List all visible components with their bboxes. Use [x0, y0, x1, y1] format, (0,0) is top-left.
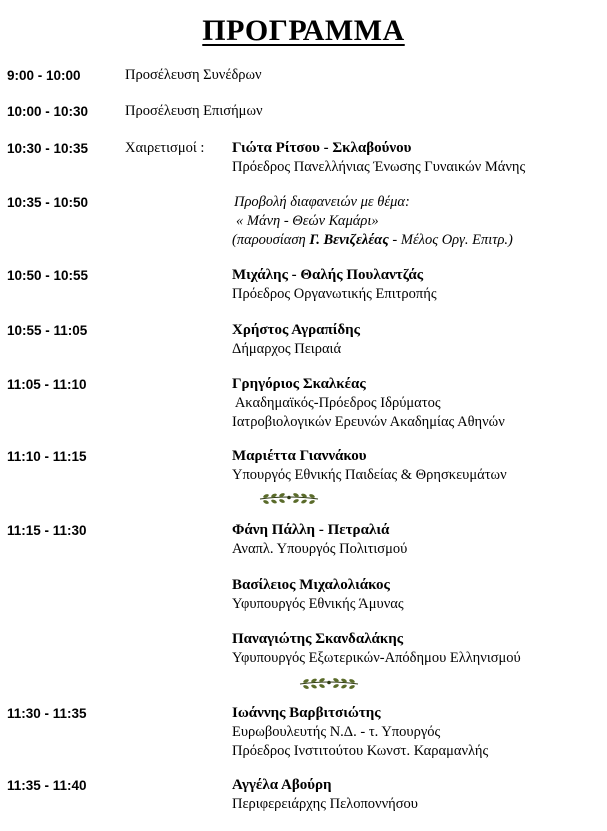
item-time: 11:30 - 11:35	[7, 706, 87, 721]
speaker-name: Γρηγόριος Σκαλκέας	[232, 376, 366, 392]
item-time: 11:05 - 11:10	[7, 377, 87, 392]
speaker-role: Ευρωβουλευτής Ν.Δ. - τ. Υπουργός	[232, 724, 441, 740]
speaker-name: Παναγιώτης Σκανδαλάκης	[232, 631, 404, 647]
speaker-role: Υπουργός Εθνικής Παιδείας & Θρησκευμάτων	[232, 467, 507, 483]
item-time: 11:35 - 11:40	[7, 778, 87, 793]
speaker-block	[232, 139, 525, 177]
item-prefix: Χαιρετισμοί :	[125, 140, 205, 156]
speaker-name: Ιωάννης Βαρβιτσιώτης	[232, 705, 381, 721]
speaker-role: Υφυπουργός Εξωτερικών-Απόδημου Ελληνισμού	[232, 650, 521, 666]
speaker-name: Χρήστος Αγραπίδης	[232, 322, 361, 338]
page-title: ΠΡΟΓΡΑΜΜΑ	[202, 14, 405, 47]
item-time: 10:50 - 10:55	[7, 268, 89, 283]
speaker-block	[232, 447, 507, 485]
item-time: 11:15 - 11:30	[7, 523, 87, 538]
presentation-title: « Μάνη - Θεών Καμάρι»	[236, 213, 379, 229]
speaker-block	[232, 576, 404, 614]
speaker-block	[232, 704, 488, 761]
speaker-block	[232, 375, 505, 432]
speaker-role-2: Ιατροβιολογικών Ερευνών Ακαδημίας Αθηνών	[232, 414, 505, 430]
presentation-line: Προβολή διαφανειών με θέμα:	[234, 194, 410, 210]
item-time: 10:30 - 10:35	[7, 141, 89, 156]
speaker-block	[232, 630, 521, 668]
speaker-role: Υφυπουργός Εθνικής Άμυνας	[232, 596, 404, 612]
item-time: 10:55 - 11:05	[7, 323, 88, 338]
speaker-name: Βασίλειος Μιχαλολιάκος	[232, 577, 390, 593]
speaker-role: Πρόεδρος Πανελλήνιας Ένωσης Γυναικών Μάνης	[232, 159, 526, 175]
speaker-role: Ακαδημαϊκός-Πρόεδρος Ιδρύματος	[232, 395, 441, 411]
item-time: 10:00 - 10:30	[7, 104, 89, 119]
speaker-block	[232, 321, 360, 359]
item-time: 10:35 - 10:50	[7, 195, 89, 210]
speaker-role-2: Πρόεδρος Ινστιτούτου Κωνστ. Καραμανλής	[232, 743, 489, 759]
speaker-role: Δήμαρχος Πειραιά	[232, 341, 342, 357]
speaker-role: Αναπλ. Υπουργός Πολιτισμού	[232, 541, 408, 557]
item-text: Προσέλευση Συνέδρων	[125, 67, 262, 83]
speaker-name: Μαριέττα Γιαννάκου	[232, 448, 367, 464]
item-time: 11:10 - 11:15	[7, 449, 87, 464]
speaker-block	[232, 266, 437, 304]
laurel-ornament-icon	[258, 492, 320, 506]
speaker-name: Φάνη Πάλλη - Πετραλιά	[232, 522, 390, 538]
speaker-name: Αγγέλα Αβούρη	[232, 777, 332, 793]
presenter-name: Γ. Βενιζελέας	[309, 232, 389, 248]
speaker-name: Γιώτα Ρίτσου - Σκλαβούνου	[232, 140, 412, 156]
speaker-role: Πρόεδρος Οργανωτικής Επιτροπής	[232, 286, 437, 302]
presentation-credit: (παρουσίαση Γ. Βενιζελέας - Μέλος Οργ. Επιτρ.)	[232, 232, 513, 248]
speaker-block	[232, 521, 407, 559]
presentation-block	[234, 193, 513, 250]
speaker-name: Μιχάλης - Θαλής Πουλαντζάς	[232, 267, 424, 283]
speaker-role: Περιφερειάρχης Πελοποννήσου	[232, 796, 418, 812]
laurel-ornament-icon	[298, 677, 360, 691]
speaker-block	[232, 776, 418, 814]
item-time: 9:00 - 10:00	[7, 68, 81, 83]
item-text: Προσέλευση Επισήμων	[125, 103, 263, 119]
